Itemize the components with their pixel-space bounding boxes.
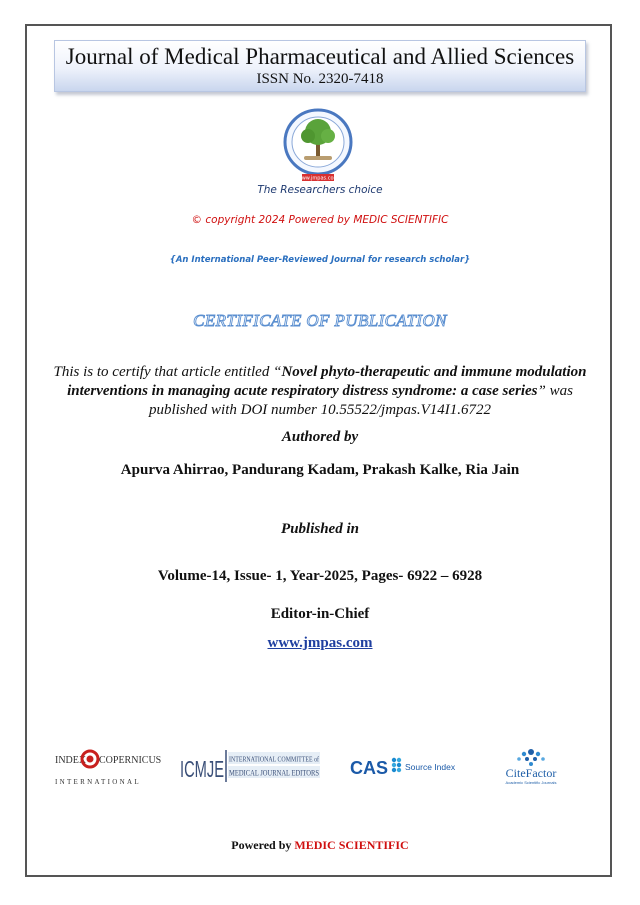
journal-header — [54, 40, 586, 92]
editor-in-chief-label: Editor-in-Chief — [270, 606, 370, 622]
certify-outro: ” was published with DOI number 10.55522/jmpas.V14I1.6722 — [148, 383, 573, 418]
citefactor-logo — [484, 744, 578, 788]
icmje-line1: INTERNATIONAL COMMITTEE of — [229, 754, 320, 764]
cas-abbr: CAS — [350, 758, 389, 778]
issn-number: ISSN No. 2320-7418 — [256, 71, 384, 87]
citefactor-sub: Academic Scientific Journals — [505, 780, 557, 785]
published-in-label: Published in — [281, 521, 359, 537]
powered-by-footer — [0, 838, 640, 853]
copyright-notice: © copyright 2024 Powered by MEDIC SCIENTIFIC — [191, 214, 449, 226]
website-link[interactable]: www.jmpas.com — [267, 635, 373, 651]
icmje-abbr: ICMJE — [180, 756, 224, 782]
icmje-logo — [180, 744, 322, 788]
index-copernicus-word2: COPERNICUS — [99, 755, 162, 766]
powered-by-brand: MEDIC SCIENTIFIC — [294, 838, 409, 852]
authored-by-label: Authored by — [281, 429, 359, 445]
website-container — [0, 635, 640, 652]
cas-label: Source Index — [405, 762, 456, 772]
article-title: Novel phyto-therapeutic and immune modulation interventions in managing acute respiratory distress syndrome: a case series — [67, 364, 587, 399]
certify-intro: This is to certify that article entitled “ — [53, 364, 282, 380]
authors-list: Apurva Ahirrao, Pandurang Kadam, Prakash Kalke, Ria Jain — [120, 462, 520, 478]
powered-by-prefix: Powered by — [231, 838, 292, 852]
certify-statement — [48, 363, 592, 420]
journal-title: Journal of Medical Pharmaceutical and Allied Sciences — [65, 44, 575, 69]
cas-source-index-logo — [350, 744, 456, 788]
tagline: The Researchers choice — [257, 184, 383, 196]
certificate-title: CERTIFICATE OF PUBLICATION — [193, 311, 447, 330]
volume-info: Volume-14, Issue- 1, Year-2025, Pages- 6922 – 6928 — [157, 568, 483, 584]
citefactor-name: CiteFactor — [505, 766, 557, 780]
peer-review-note: {An International Peer-Reviewed Journal for research scholar} — [169, 255, 471, 265]
journal-logo — [274, 108, 362, 184]
icmje-line2: MEDICAL JOURNAL EDITORS — [229, 768, 319, 778]
index-copernicus-word3: INTERNATIONAL — [55, 778, 141, 786]
index-copernicus-word1: INDEX — [55, 755, 87, 766]
logo-caption: www.jmpas.com — [297, 175, 339, 182]
index-copernicus-logo — [54, 744, 162, 788]
